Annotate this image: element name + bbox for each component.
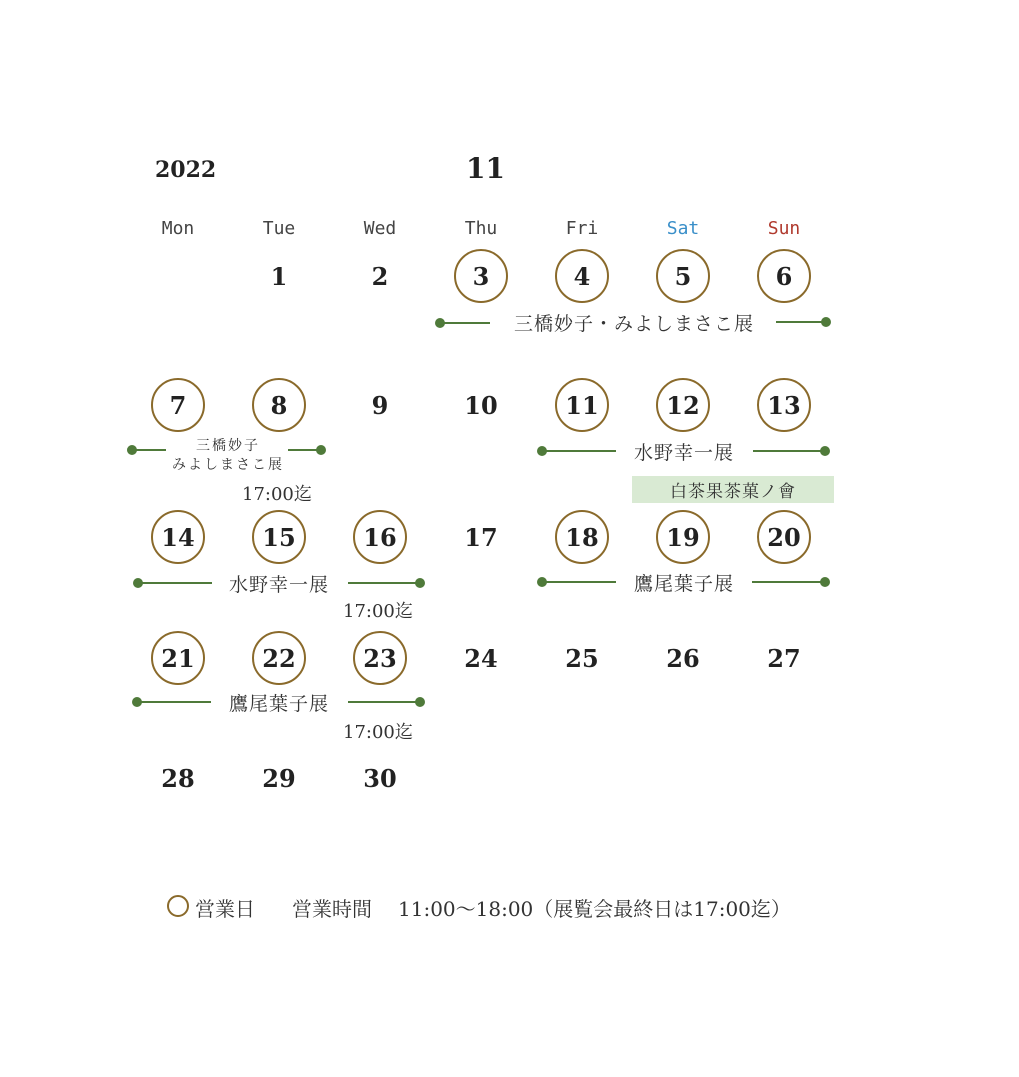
event-end-dot bbox=[415, 578, 425, 588]
legend-hours-label: 営業時間 bbox=[292, 897, 372, 921]
day-1: 1 bbox=[270, 261, 288, 291]
day-25: 25 bbox=[565, 643, 599, 673]
event-label: 鷹尾葉子展 bbox=[633, 573, 734, 595]
event-end-dot bbox=[316, 445, 326, 455]
event-label: 三橋妙子・みよしまさこ展 bbox=[513, 313, 754, 335]
event-label-line2: みよしまさこ展 bbox=[172, 457, 284, 473]
weekday-wed: Wed bbox=[363, 218, 397, 239]
event-label-line1: 三橋妙子 bbox=[196, 438, 260, 454]
event-end-dot bbox=[820, 446, 830, 456]
day-28: 28 bbox=[161, 763, 195, 793]
event-label: 水野幸一展 bbox=[228, 574, 329, 596]
closing-time-note: 17:00迄 bbox=[343, 722, 413, 743]
event-end-dot bbox=[821, 317, 831, 327]
event-label: 水野幸一展 bbox=[633, 442, 734, 464]
day-13: 13 bbox=[757, 378, 811, 432]
day-11: 11 bbox=[555, 378, 609, 432]
legend-open-day: 営業日 bbox=[195, 897, 255, 921]
day-9: 9 bbox=[371, 390, 389, 420]
event-line bbox=[138, 582, 212, 584]
day-16: 16 bbox=[353, 510, 407, 564]
event-badge: 白茶果茶菓ノ會 bbox=[632, 476, 834, 503]
day-29: 29 bbox=[262, 763, 296, 793]
legend-hours-value: 11:00〜18:00（展覧会最終日は17:00迄） bbox=[398, 897, 791, 921]
day-24: 24 bbox=[464, 643, 498, 673]
day-18: 18 bbox=[555, 510, 609, 564]
month-label: 11 bbox=[466, 152, 505, 185]
event-line bbox=[752, 581, 824, 583]
day-10: 10 bbox=[464, 390, 498, 420]
day-12: 12 bbox=[656, 378, 710, 432]
event-line bbox=[137, 701, 211, 703]
event-line bbox=[542, 581, 616, 583]
closing-time-note: 17:00迄 bbox=[242, 484, 312, 505]
day-2: 2 bbox=[371, 261, 389, 291]
weekday-thu: Thu bbox=[464, 218, 498, 239]
day-23: 23 bbox=[353, 631, 407, 685]
day-4: 4 bbox=[555, 249, 609, 303]
day-30: 30 bbox=[363, 763, 397, 793]
day-15: 15 bbox=[252, 510, 306, 564]
event-line bbox=[132, 449, 166, 451]
weekday-sat: Sat bbox=[666, 218, 700, 239]
event-label: 鷹尾葉子展 bbox=[228, 693, 329, 715]
event-line bbox=[440, 322, 490, 324]
day-14: 14 bbox=[151, 510, 205, 564]
weekday-tue: Tue bbox=[262, 218, 296, 239]
weekday-fri: Fri bbox=[565, 218, 599, 239]
event-line bbox=[348, 701, 420, 703]
open-day-circle-icon bbox=[167, 895, 189, 917]
day-26: 26 bbox=[666, 643, 700, 673]
day-3: 3 bbox=[454, 249, 508, 303]
day-19: 19 bbox=[656, 510, 710, 564]
day-7: 7 bbox=[151, 378, 205, 432]
event-line bbox=[542, 450, 616, 452]
closing-time-note: 17:00迄 bbox=[343, 601, 413, 622]
day-27: 27 bbox=[767, 643, 801, 673]
event-line bbox=[776, 321, 826, 323]
event-end-dot bbox=[820, 577, 830, 587]
day-17: 17 bbox=[464, 522, 498, 552]
day-21: 21 bbox=[151, 631, 205, 685]
day-20: 20 bbox=[757, 510, 811, 564]
day-6: 6 bbox=[757, 249, 811, 303]
day-5: 5 bbox=[656, 249, 710, 303]
day-8: 8 bbox=[252, 378, 306, 432]
event-label bbox=[166, 437, 290, 475]
day-22: 22 bbox=[252, 631, 306, 685]
weekday-mon: Mon bbox=[161, 218, 195, 239]
weekday-sun: Sun bbox=[767, 218, 801, 239]
event-line bbox=[348, 582, 420, 584]
year-label: 2022 bbox=[155, 157, 217, 183]
event-end-dot bbox=[415, 697, 425, 707]
event-line bbox=[753, 450, 825, 452]
